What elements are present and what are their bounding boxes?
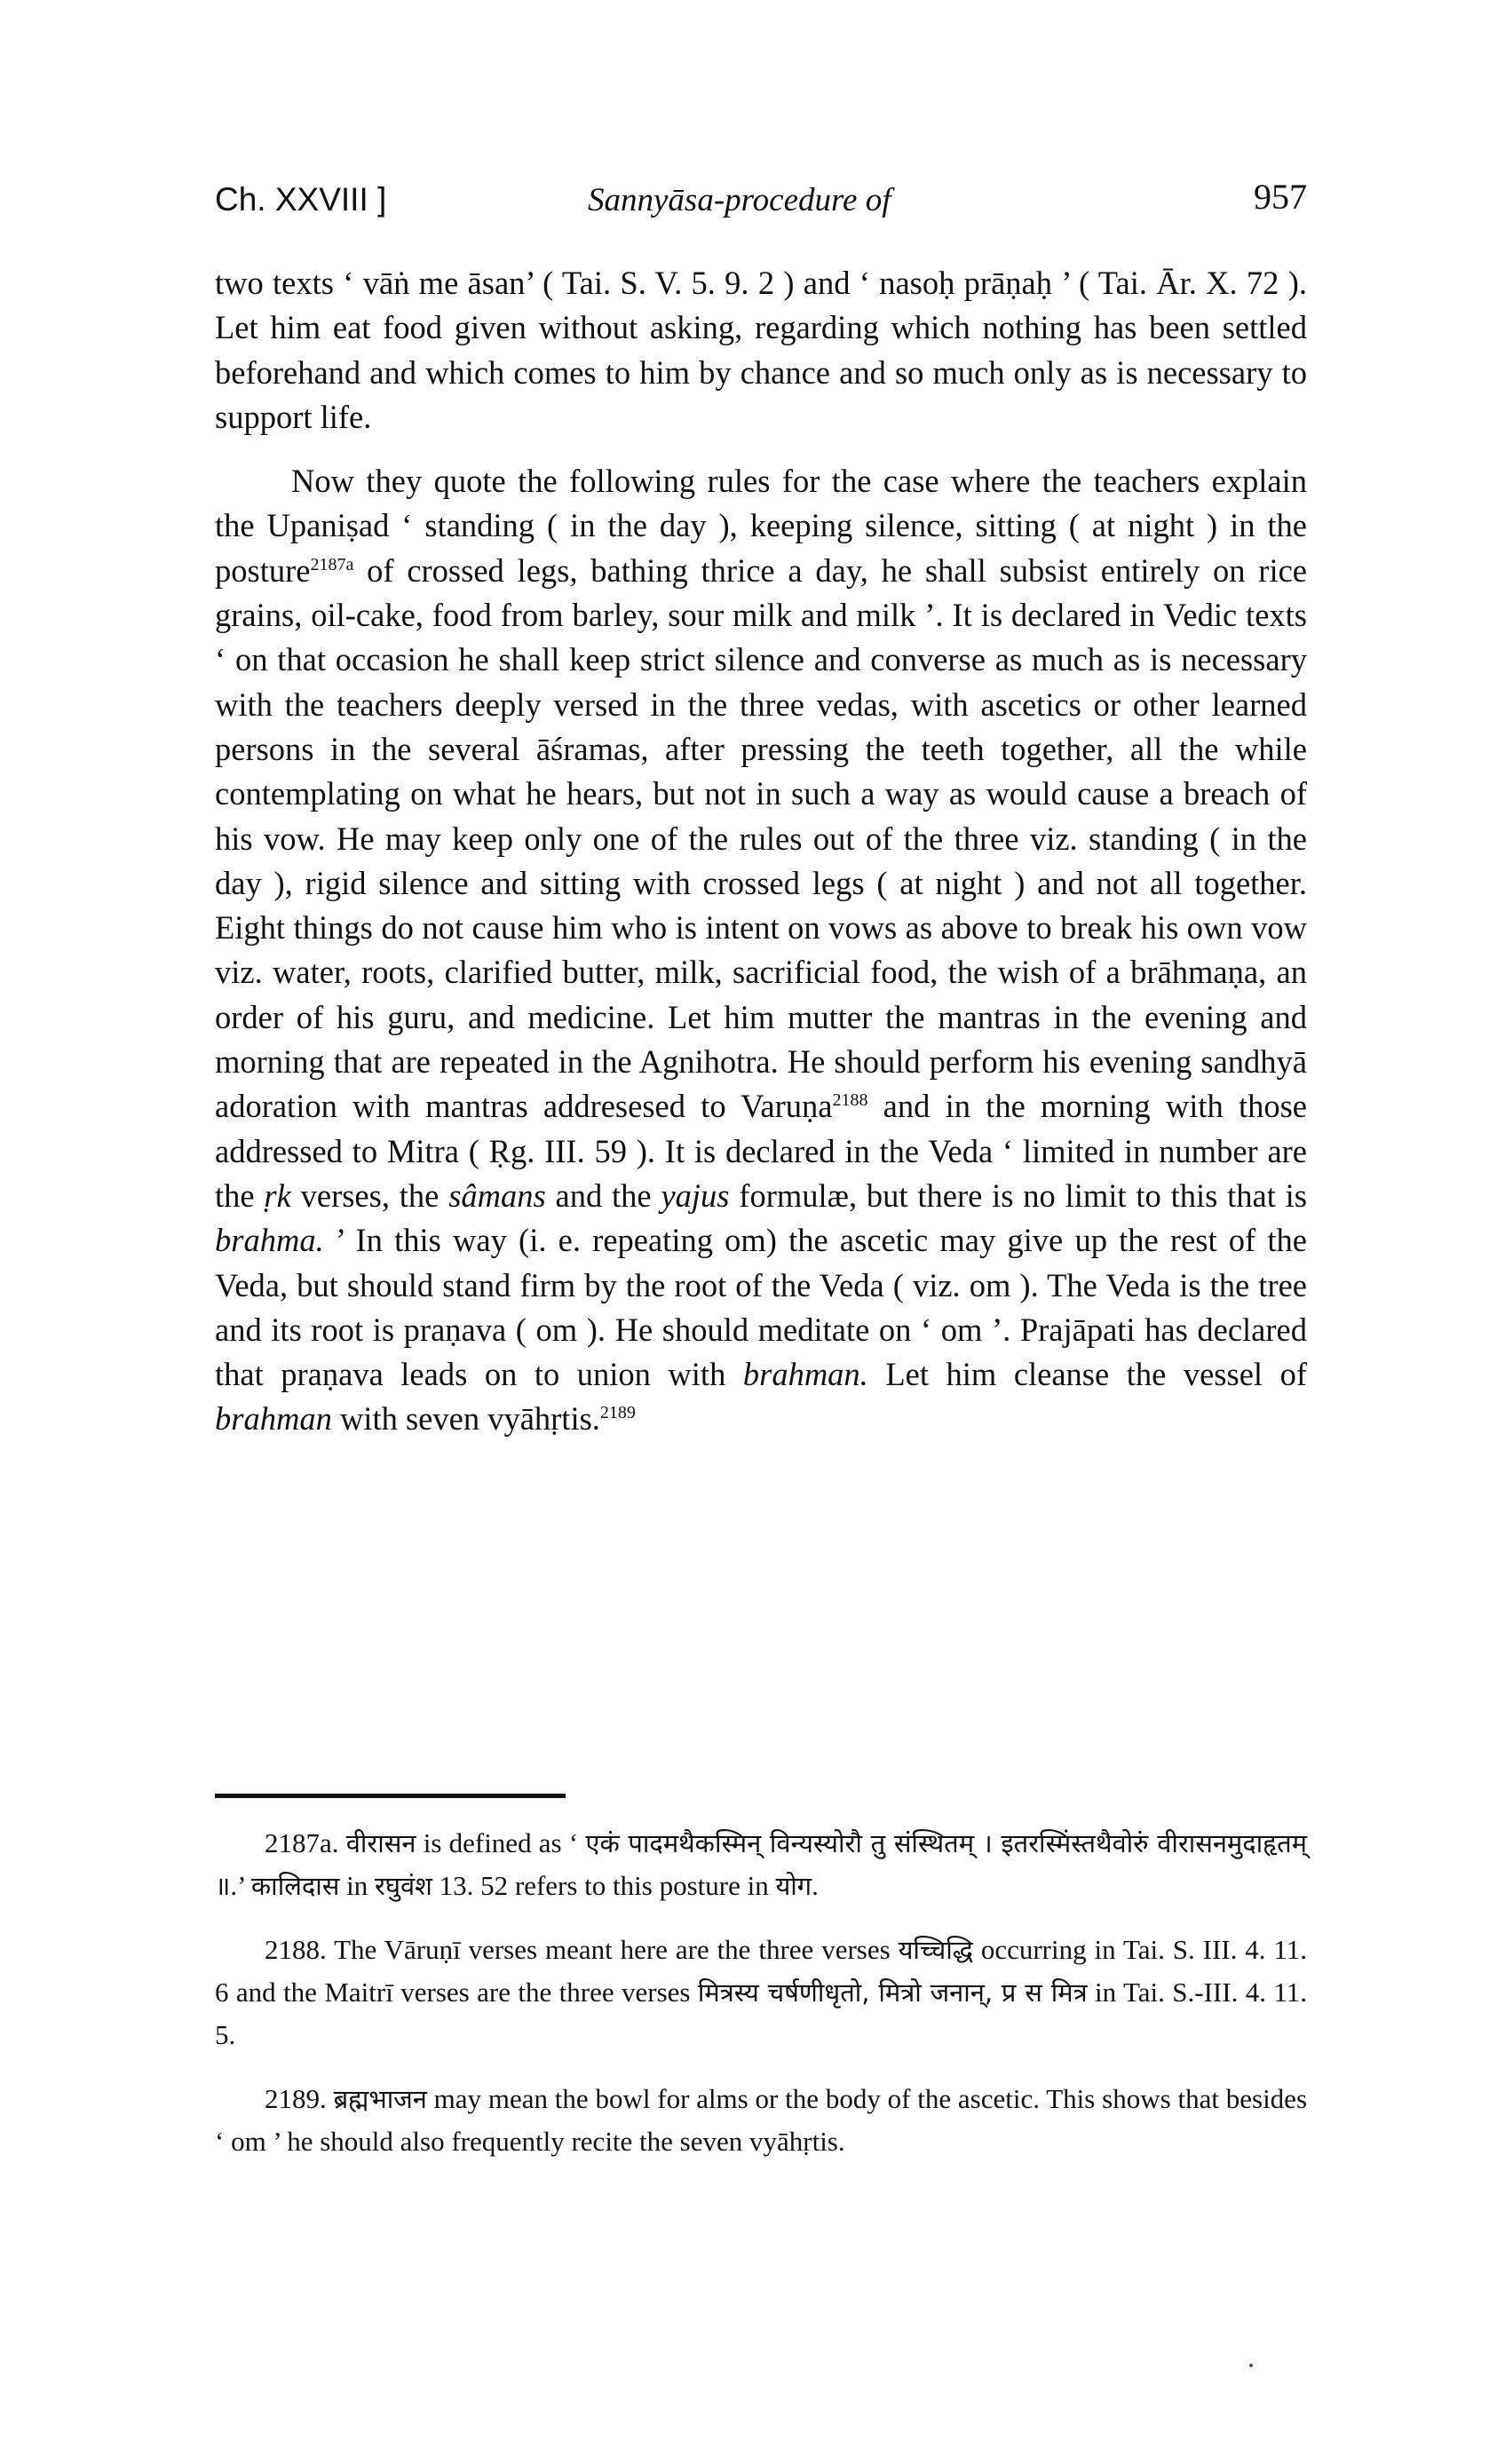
devanagari-text: रघुवंश <box>375 1871 432 1901</box>
footnote-text: occurring in Tai. S. III. 4. 11. 6 and the Maitrī verses are the three verses <box>215 1934 1307 2008</box>
p2-part-c: and in the morning with those addressed to Mitra ( Ṛg. III. 59 ). It is declared in the Veda ‘ limited in number are the <box>215 1088 1307 1214</box>
devanagari-text: वीरासन <box>345 1828 416 1858</box>
footnote-text: 13. 52 refers to this posture in <box>432 1870 776 1901</box>
footnote-2187a <box>215 1822 1307 1907</box>
italic-brahman-1: brahman. <box>742 1356 868 1393</box>
italic-yajus: yajus <box>661 1177 730 1214</box>
page-number: 957 <box>1254 177 1307 217</box>
footnote-rule <box>215 1794 566 1798</box>
devanagari-text: एकं पादमथैकस्मिन् विन्यस्योरौ तु संस्थितम् । इतरस्मिंस्तथैवोरुं वीरासनमुदाहृतम् ॥ <box>215 1828 1307 1901</box>
italic-brahma: brahma. <box>215 1222 324 1259</box>
footnote-text: may mean the bowl for alms or the body of the ascetic. This shows that besides ‘ om ’ he should also frequently recite the seven vyāhṛtis. <box>215 2083 1308 2157</box>
footnote-text: in Tai. S.-III. 4. 11. 5. <box>215 1977 1307 2050</box>
p2-part-f: formulæ, but there is no limit to this that is <box>729 1177 1308 1214</box>
paragraph-1: two texts ‘ vāṅ me āsan’ ( Tai. S. V. 5. 9. 2 ) and ‘ nasoḥ prāṇaḥ ’ ( Tai. Ār. X. 72 ). Let him eat food given without asking, regarding which nothing has been settled beforehand and which comes to him by chance and so much only as is necessary to support life. <box>215 265 1307 435</box>
footnote-ref-2187a: 2187a <box>310 554 354 574</box>
p2-part-b: of crossed legs, bathing thrice a day, he shall subsist entirely on rice grains, oil-cake, food from barley, sour milk and milk ’. It is declared in Vedic texts ‘ on that occasion he shall keep strict silence and converse as much as is necessary with the teachers deeply versed in the three vedas, with ascetics or other learned persons in the several āśramas, after pressing the teeth together, all the while contemplating on what he hears, but not in such a way as would cause a breach of his vow. He may keep only one of the rules out of the three viz. standing ( in the day ), rigid silence and sitting with crossed legs ( at night ) and not all together. Eight things do not cause him who is intent on vows as above to break his own vow viz. water, roots, clarified butter, milk, sacrificial food, the wish of a brāhmaṇa, an order of his guru, and medicine. Let him mutter the mantras in the evening and morning that are repeated in the Agnihotra. He should perform his evening sandhyā adoration with mantras addresesed to Varuṇa <box>215 551 1307 1125</box>
scan-speck <box>1249 2364 1253 2367</box>
italic-samans: sâmans <box>448 1177 546 1214</box>
footnote-ref-2188: 2188 <box>832 1090 868 1111</box>
running-head <box>215 170 1307 224</box>
footnote-ref-2189: 2189 <box>599 1403 636 1423</box>
footnote-text: The Vāruṇī verses meant here are the three verses <box>326 1934 899 1965</box>
p2-part-e: and the <box>545 1177 661 1214</box>
footnote-text: . <box>812 1870 819 1901</box>
devanagari-text: यच्चिद्धि <box>898 1935 973 1965</box>
footnote-text: is defined as ‘ <box>416 1827 586 1858</box>
p2-part-a: Now they quote the following rules for the case where the teachers explain the Upaniṣad ‘ standing ( in the day ), keeping silence, sitting ( at night ) in the posture <box>215 463 1307 589</box>
p2-part-d: verses, the <box>290 1177 449 1214</box>
devanagari-text: मित्रस्य चर्षणीधृतो, मित्रो जनान्, प्र स मित्र <box>697 1977 1088 2008</box>
p2-part-g: ’ In this way (i. e. repeating om) the ascetic may give up the rest of the Veda, but should stand firm by the root of the Veda ( viz. om ). The Veda is the tree and its root is praṇava ( om ). He should meditate on ‘ om ’. Prajāpati has declared that praṇava leads on to union with <box>215 1222 1307 1393</box>
italic-brahman-2: brahman <box>215 1400 332 1438</box>
italic-rk: ṛk <box>264 1177 291 1214</box>
footnote-number: 2188. <box>265 1934 327 1965</box>
main-text <box>215 261 1307 1442</box>
footnote-number: 2189. <box>265 2083 327 2114</box>
footnote-2189 <box>215 2078 1307 2163</box>
devanagari-text: ब्रह्मभाजन <box>333 2084 427 2114</box>
footnote-text: .’ <box>230 1870 251 1901</box>
devanagari-text: योग <box>775 1871 812 1901</box>
devanagari-text: कालिदास <box>250 1871 340 1901</box>
footnote-text: in <box>339 1870 376 1901</box>
footnote-number: 2187a. <box>265 1827 339 1858</box>
footnote-2188 <box>215 1929 1307 2056</box>
footnotes <box>215 1822 1307 2184</box>
paragraph-2 <box>215 459 1307 1442</box>
p2-part-h: Let him cleanse the vessel of <box>867 1356 1307 1393</box>
running-title: Sannyāsa-procedure of <box>588 182 891 218</box>
p2-part-i: with seven vyāhṛtis. <box>331 1400 600 1438</box>
chapter-label: Ch. XXVIII ] <box>215 181 387 218</box>
